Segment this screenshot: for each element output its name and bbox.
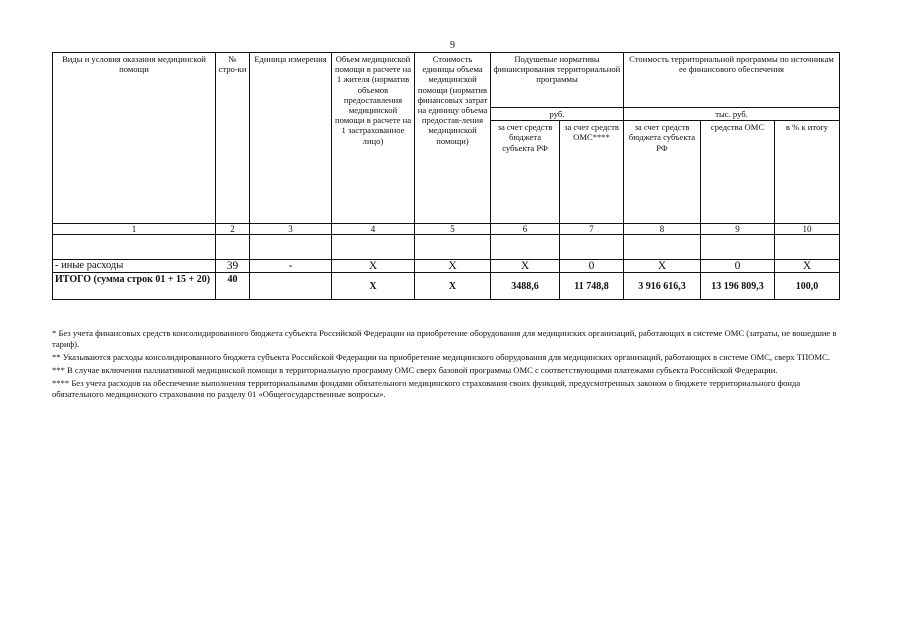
header-thous-rub: тыс. руб. <box>624 108 840 121</box>
column-number: 9 <box>701 224 775 235</box>
financial-table <box>52 52 840 300</box>
row-volume: X <box>332 273 415 300</box>
row-label: ИТОГО (сумма строк 01 + 15 + 20) <box>53 273 216 300</box>
column-number: 7 <box>560 224 624 235</box>
header-types: Виды и условия оказания медицинской помощи <box>53 53 216 224</box>
row-per-capita-oms: 11 748,8 <box>560 273 624 300</box>
row-cost: X <box>415 260 491 273</box>
total-row <box>53 273 840 300</box>
footnote: ** Указываются расходы консолидированного бюджета субъекта Российской Федерации на приобретение медицинского оборудования для медицинских организаций, работающих в системе ОМС, сверх ТПОМС. <box>52 352 830 362</box>
blank-row <box>53 235 840 260</box>
row-cost-oms: 0 <box>701 260 775 273</box>
row-volume: X <box>332 260 415 273</box>
column-number: 4 <box>332 224 415 235</box>
header-volume: Объем медицинской помощи в расчете на 1 жителя (норматив объемов предоставления медицинской помощи в расчете на 1 застрахованное лицо) <box>332 53 415 224</box>
footnote: * Без учета финансовых средств консолидированного бюджета субъекта Российской Федерации на приобретение оборудования для медицинских организаций, работающих в системе ОМС (затраты, не вошедшие в тариф). <box>52 328 837 349</box>
column-number: 10 <box>775 224 840 235</box>
header-percent: в % к итогу <box>775 121 840 224</box>
header-budget-rf-2: за счет средств бюджета субъекта РФ <box>624 121 701 224</box>
row-cost-oms: 13 196 809,3 <box>701 273 775 300</box>
column-number: 2 <box>216 224 250 235</box>
row-line-number: 39 <box>216 260 250 273</box>
header-oms-funds: за счет средств ОМС**** <box>560 121 624 224</box>
row-line-number: 40 <box>216 273 250 300</box>
row-per-capita-budget: 3488,6 <box>491 273 560 300</box>
row-cost: X <box>415 273 491 300</box>
header-row-no: № стро-ки <box>216 53 250 224</box>
header-program-cost: Стоимость территориальной программы по источникам ее финансового обеспечения <box>624 53 840 108</box>
header-unit: Единица измерения <box>250 53 332 224</box>
column-number: 1 <box>53 224 216 235</box>
row-percent: X <box>775 260 840 273</box>
footnotes <box>52 328 842 402</box>
header-rub: руб. <box>491 108 624 121</box>
column-number: 5 <box>415 224 491 235</box>
column-numbers-row <box>53 224 840 235</box>
column-number: 6 <box>491 224 560 235</box>
header-cost-unit: Стоимость единицы объема медицинской помощи (норматив финансовых затрат на единицу объема предостав-ления медицинской помощи) <box>415 53 491 224</box>
header-budget-rf: за счет средств бюджета субъекта РФ <box>491 121 560 224</box>
column-number: 8 <box>624 224 701 235</box>
table-row <box>53 260 840 273</box>
row-unit: - <box>250 260 332 273</box>
footnote: **** Без учета расходов на обеспечение выполнения территориальными фондами обязательного медицинского страхования своих функций, предусмотренных законом о бюджете территориального фонда обязательного медицинского страхования по разделу 01 «Общегосударственные вопросы». <box>52 378 801 399</box>
row-unit <box>250 273 332 300</box>
row-label: - иные расходы <box>53 260 216 273</box>
row-cost-budget: X <box>624 260 701 273</box>
row-percent: 100,0 <box>775 273 840 300</box>
row-cost-budget: 3 916 616,3 <box>624 273 701 300</box>
header-oms-2: средства ОМС <box>701 121 775 224</box>
header-per-capita: Подушевые нормативы финансирования территориальной программы <box>491 53 624 108</box>
footnote: *** В случае включения паллиативной медицинской помощи в территориальную программу ОМС сверх базовой программы ОМС с соответствующими платежами субъекта Российской Федерации. <box>52 365 778 375</box>
row-per-capita-budget: X <box>491 260 560 273</box>
column-number: 3 <box>250 224 332 235</box>
page-number: 9 <box>450 40 455 51</box>
row-per-capita-oms: 0 <box>560 260 624 273</box>
